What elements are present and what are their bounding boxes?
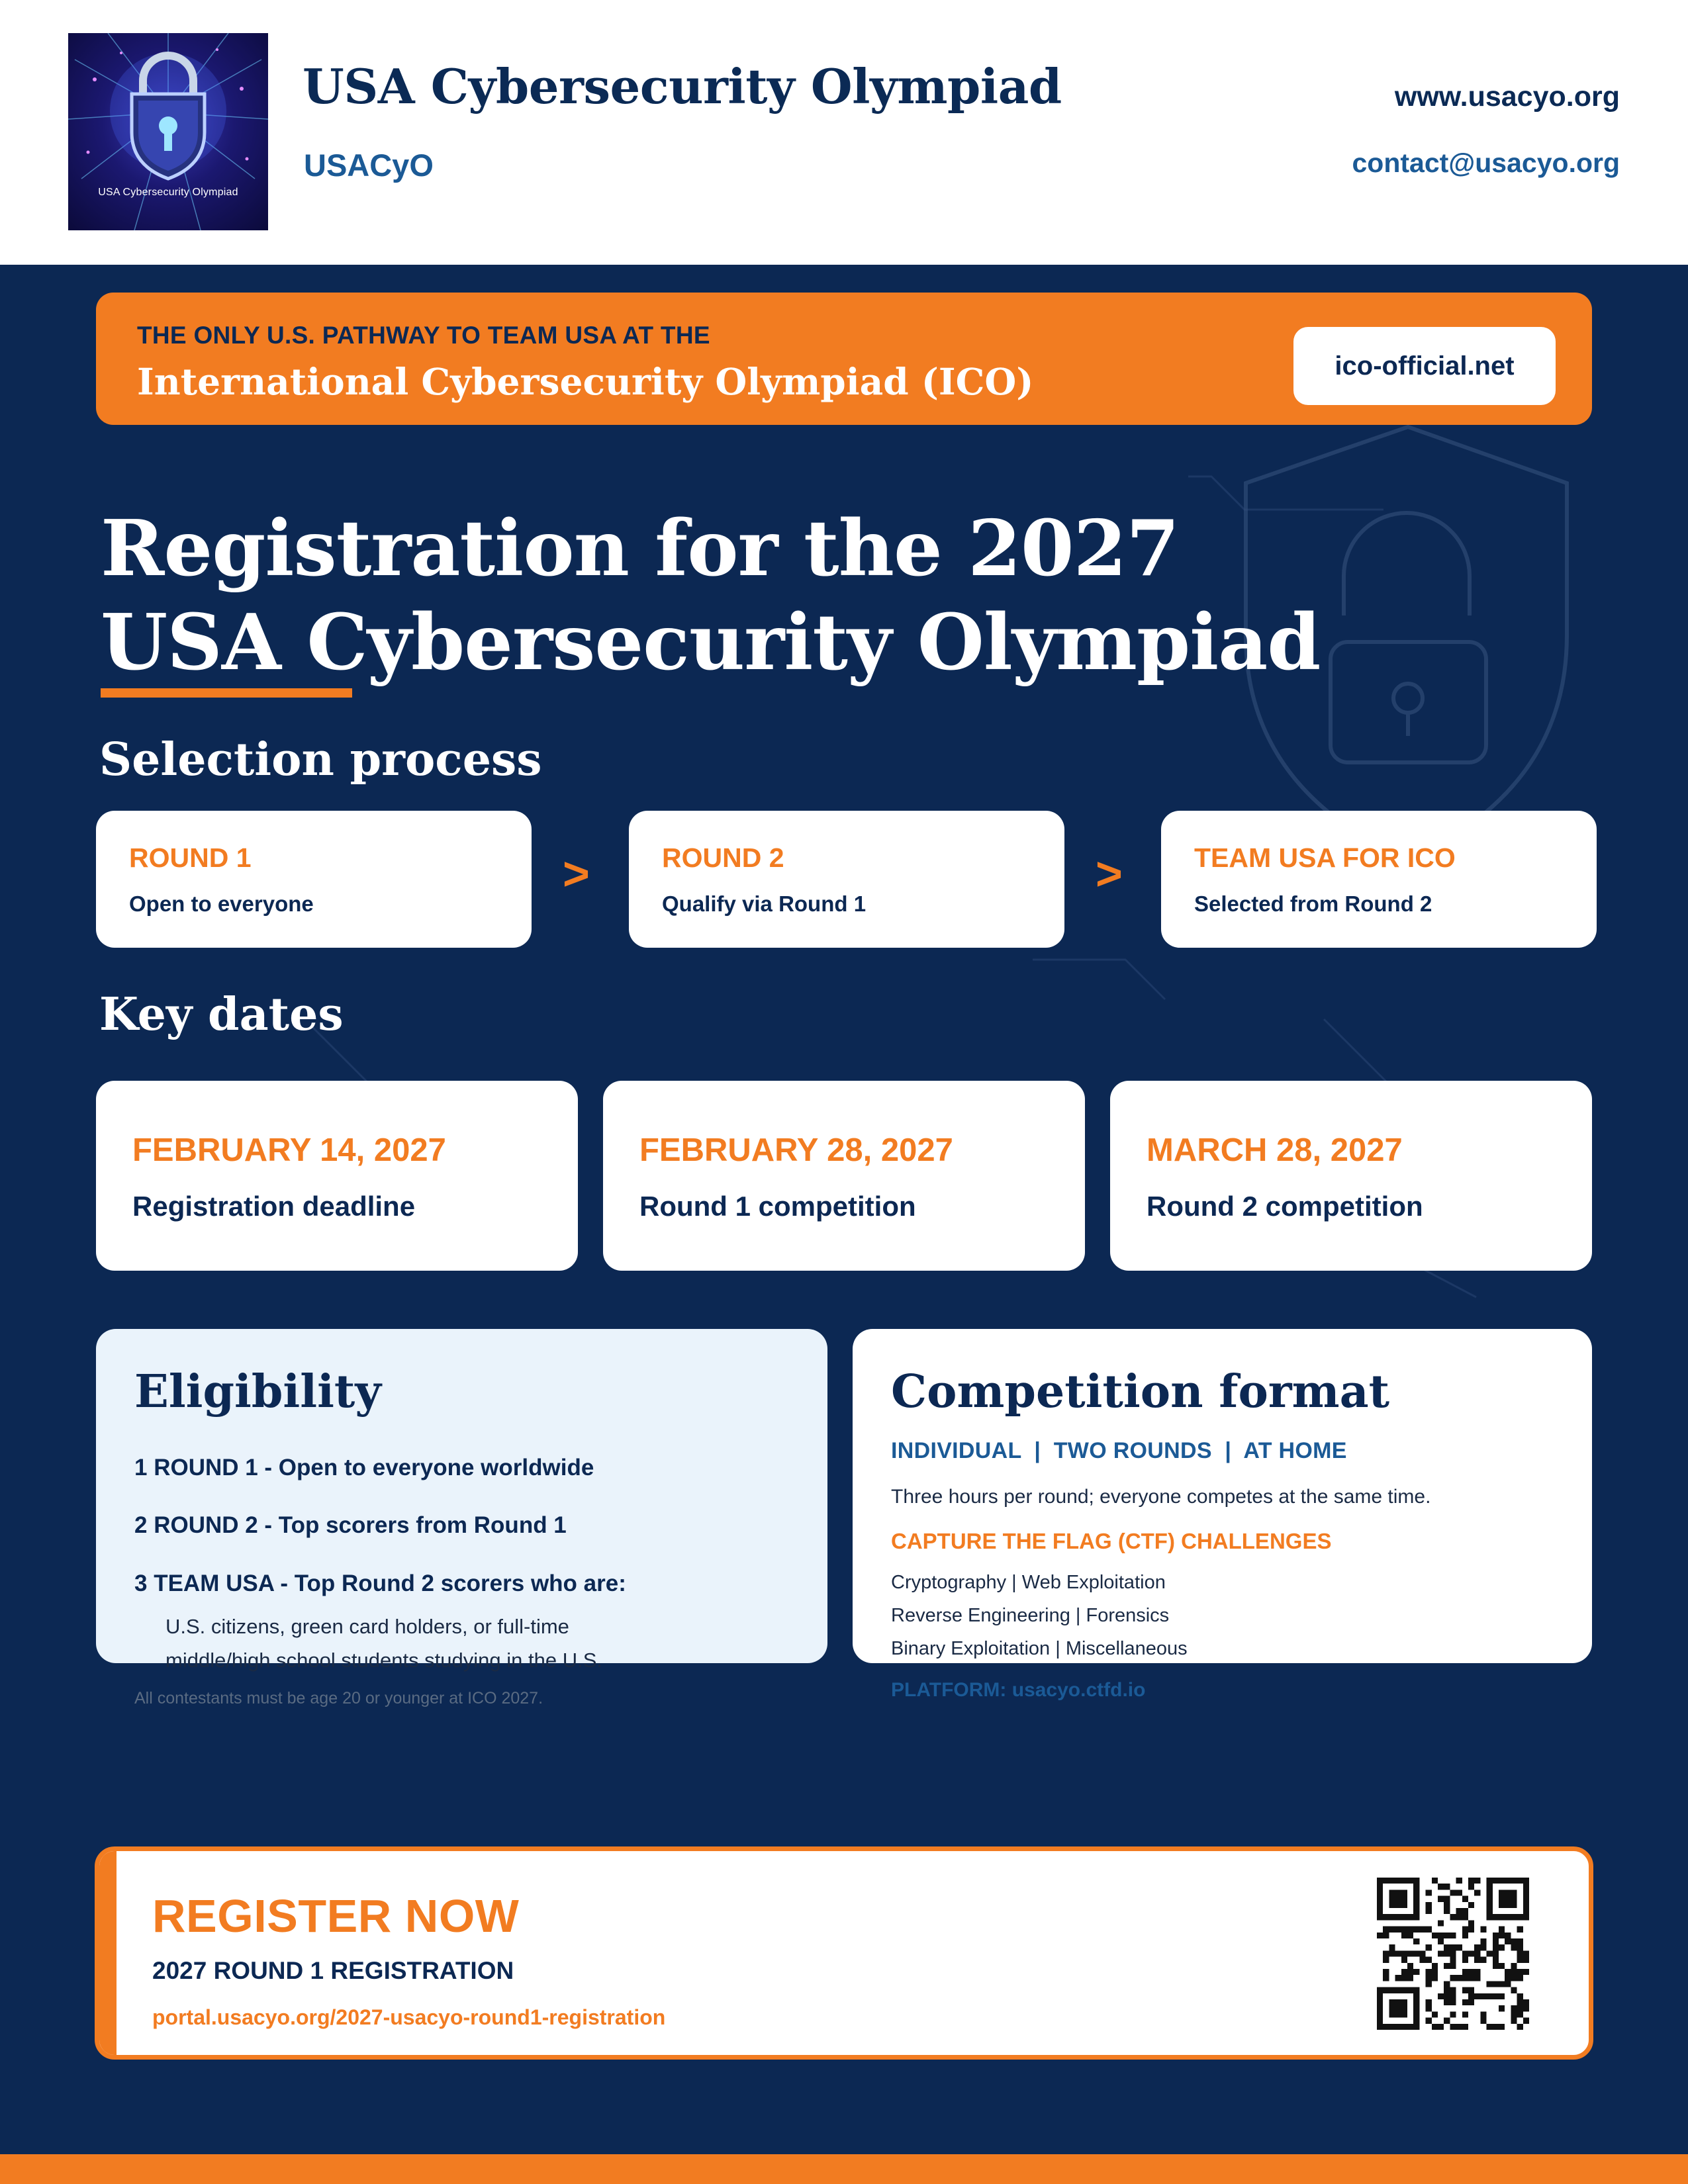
page-title-line-2: USA Cybersecurity Olympiad — [101, 598, 1321, 688]
website-link[interactable]: www.usacyo.org — [1394, 81, 1620, 113]
eligibility-item: 1 ROUND 1 - Open to everyone worldwide — [134, 1455, 594, 1480]
register-accent-bar — [99, 1851, 117, 2055]
eligibility-footnote: All contestants must be age 20 or younger at ICO 2027. — [134, 1689, 543, 1707]
footer-bar — [0, 2154, 1688, 2184]
page-title — [101, 502, 1320, 690]
ctf-category-line: Cryptography | Web Exploitation — [891, 1572, 1166, 1593]
register-now-panel — [95, 1846, 1593, 2060]
competition-format-panel — [853, 1329, 1592, 1663]
step-title: ROUND 2 — [662, 842, 784, 873]
selection-step-round-2 — [629, 811, 1064, 948]
date-value: FEBRUARY 28, 2027 — [639, 1132, 953, 1168]
banner-heading: International Cybersecurity Olympiad (ICO) — [137, 360, 1034, 403]
contact-email-link[interactable]: contact@usacyo.org — [1352, 148, 1620, 178]
format-tags: INDIVIDUAL | TWO ROUNDS | AT HOME — [891, 1438, 1347, 1463]
ctf-heading: CAPTURE THE FLAG (CTF) CHALLENGES — [891, 1529, 1332, 1553]
date-card-registration-deadline — [96, 1081, 578, 1271]
date-value: FEBRUARY 14, 2027 — [132, 1132, 446, 1168]
register-now-heading: REGISTER NOW — [152, 1890, 520, 1942]
date-value: MARCH 28, 2027 — [1147, 1132, 1403, 1168]
selection-process-heading: Selection process — [99, 733, 542, 786]
step-title: TEAM USA FOR ICO — [1194, 842, 1456, 873]
step-subtitle: Selected from Round 2 — [1194, 891, 1432, 916]
main-panel — [0, 265, 1688, 2154]
eligibility-note-line: middle/high school students studying in the U.S. — [165, 1649, 602, 1672]
key-dates-heading: Key dates — [99, 988, 344, 1041]
date-label: Round 2 competition — [1147, 1191, 1423, 1222]
banner-tagline: THE ONLY U.S. PATHWAY TO TEAM USA AT THE — [137, 322, 710, 349]
organization-name: USA Cybersecurity Olympiad — [303, 58, 1062, 114]
step-subtitle: Open to everyone — [129, 891, 314, 916]
date-label: Round 1 competition — [639, 1191, 916, 1222]
date-card-round-1 — [603, 1081, 1085, 1271]
ico-pathway-banner — [96, 293, 1592, 425]
competition-format-heading: Competition format — [891, 1365, 1390, 1418]
ctf-category-line: Reverse Engineering | Forensics — [891, 1605, 1170, 1626]
logo-caption: USA Cybersecurity Olympiad — [98, 187, 238, 198]
chevron-right-icon: > — [563, 848, 590, 899]
step-title: ROUND 1 — [129, 842, 252, 873]
step-subtitle: Qualify via Round 1 — [662, 891, 867, 916]
chevron-right-icon: > — [1096, 848, 1123, 899]
page-title-line-1: Registration for the 2027 — [101, 504, 1180, 594]
ico-website-button[interactable]: ico-official.net — [1293, 327, 1556, 405]
olympiad-logo — [68, 33, 268, 230]
registration-link[interactable]: portal.usacyo.org/2027-usacyo-round1-registration — [152, 2005, 666, 2029]
eligibility-item: 3 TEAM USA - Top Round 2 scorers who are: — [134, 1570, 626, 1596]
ctf-category-line: Binary Exploitation | Miscellaneous — [891, 1638, 1188, 1659]
shield-lock-logo-icon — [68, 33, 268, 230]
qr-code-icon[interactable] — [1377, 1878, 1529, 2030]
platform-link[interactable]: PLATFORM: usacyo.ctfd.io — [891, 1679, 1146, 1701]
selection-step-team-usa — [1161, 811, 1597, 948]
organization-abbreviation: USACyO — [304, 148, 434, 183]
title-underline — [101, 688, 352, 698]
eligibility-item: 2 ROUND 2 - Top scorers from Round 1 — [134, 1512, 567, 1538]
eligibility-note-line: U.S. citizens, green card holders, or full-time — [165, 1615, 569, 1638]
selection-step-round-1 — [96, 811, 532, 948]
date-label: Registration deadline — [132, 1191, 416, 1222]
date-card-round-2 — [1110, 1081, 1592, 1271]
page-header — [0, 0, 1688, 265]
register-subtitle: 2027 ROUND 1 REGISTRATION — [152, 1957, 514, 1984]
format-description: Three hours per round; everyone competes at the same time. — [891, 1486, 1431, 1508]
eligibility-panel — [96, 1329, 827, 1672]
eligibility-heading: Eligibility — [134, 1365, 381, 1418]
